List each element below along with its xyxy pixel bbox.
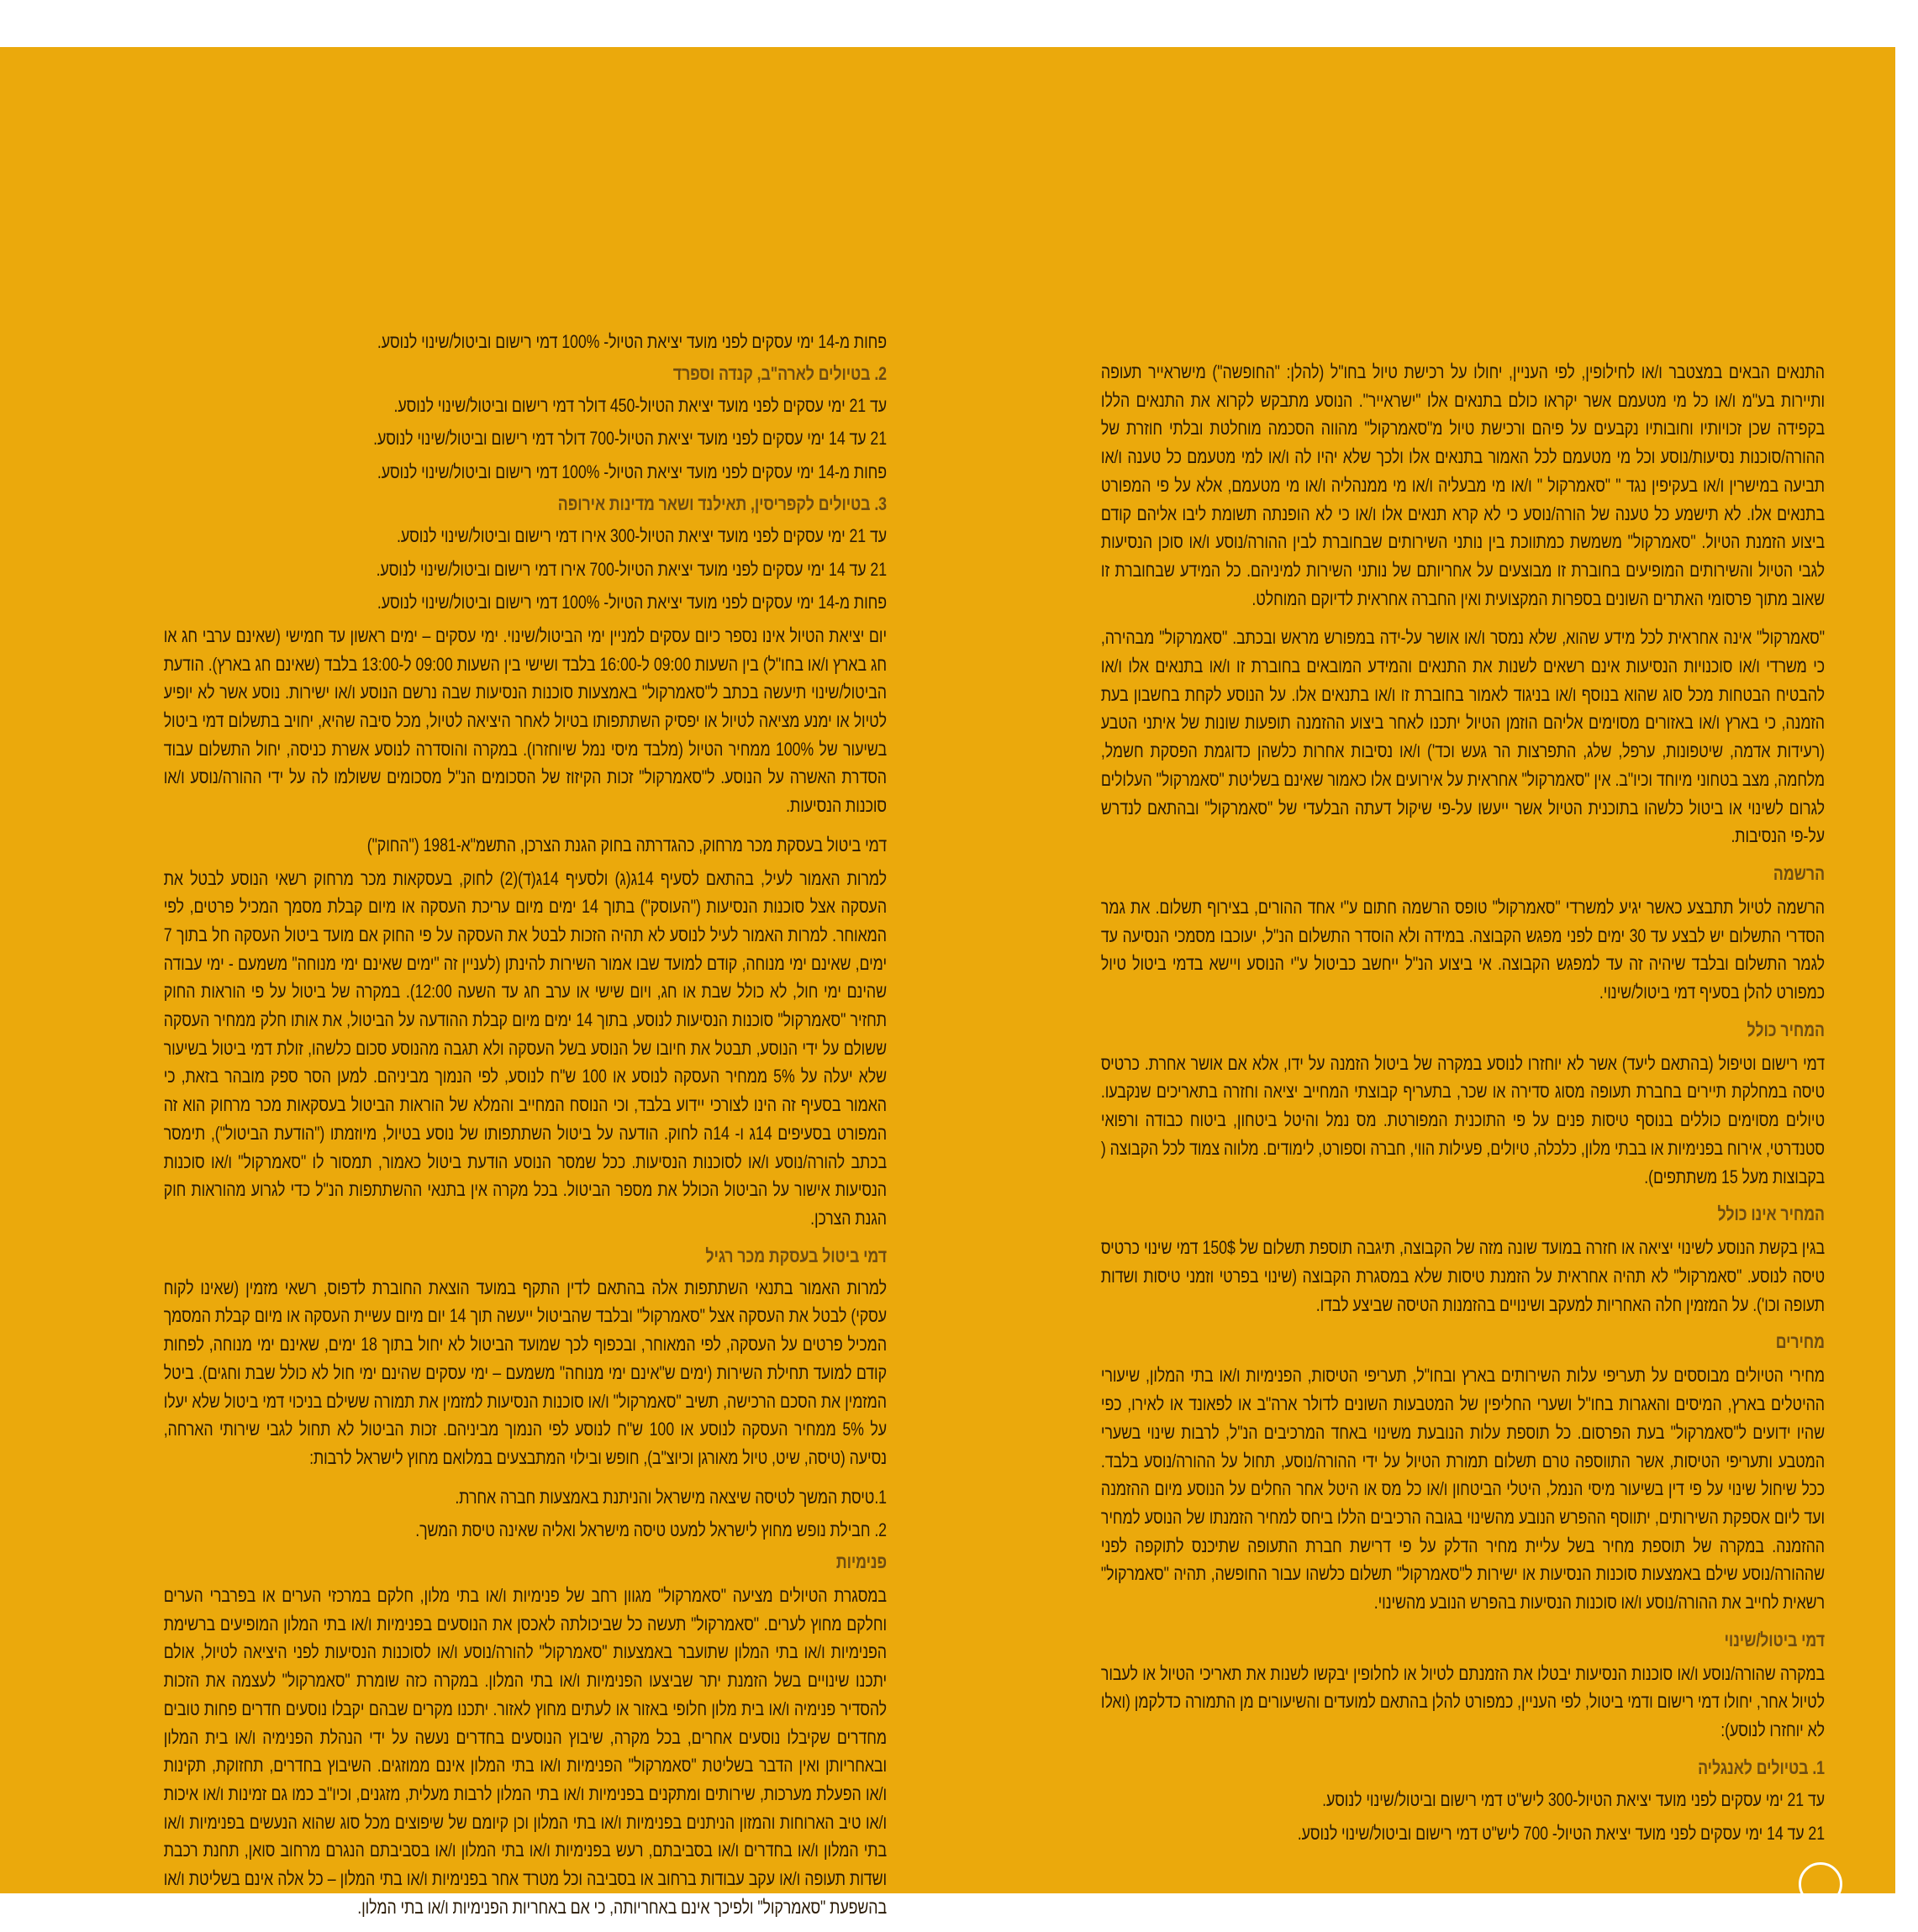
terms-column-right bbox=[1101, 358, 1825, 1852]
departure-day-paragraph: יום יציאת הטיול אינו נספר כיום עסקים למניין ימי הביטול/שינוי. ימי עסקים – ימים ראשון עד חמישי (שאינם ערבי חג או חג בארץ ו/או בחו"ל) בין השעות 09:00 ל-16:00 בלבד ושישי בין השעות 09:00 ל-13:00 בלבד (שאינם חג בארץ). הודעת הביטול/שינוי תיעשה בכתב ל"סאמרקול" באמצעות סוכנות הנסיעות שבה נרשם הנוסע ו/או ישירות. נוסע אשר לא יופיע לטיול או ימנע מציאה לטיול או יפסיק השתתפותו בטיול לאחר היציאה לטיול, מכל סיבה שהיא, יחויב בתשלום דמי ביטול בשיעור של 100% ממחיר הטיול (מלבד מיסי נמל שיוחזרו). במקרה והוסדרה לנוסע אשרת כניסה, יחול התשלום עבוד הסדרת האשרה על הנוסע. ל"סאמרקול" זכות הקיזוז של הסכומים הנ"ל מסכומים ששולמו לה על ידי ההורה/נוסע ו/או סוכנות הנסיעות. bbox=[163, 624, 888, 817]
heading-usa: 2. בטיולים לארה"ב, קנדה וספרד bbox=[672, 362, 887, 384]
intro-paragraph-1: התנאים הבאים במצטבר ו/או לחילופין, לפי העניין, יחולו על רכישת טיול בחו"ל (להלן: "החופשה") מישראייר תעופה ותיירות בע"מ ו/או כל מי מטעמם אשר יקראו כולם בתנאים אלו "ישראייר". הנוסע מתבקש לקרוא את התנאים הללו בקפידה שכן זכויותיו וחובותיו נקבעים על פיהם ורכישת טיול מ"סאמרקול" מהווה הסכמה מוחלטת ובלתי חוזרת של ההורה/סוכנות נסיעות/נוסע וכל מי מטעמם לכל האמור בתנאים אלו ולכך שלא יהיו לה ו/או למי מטעמם כל טענה ו/או תביעה במישרין ו/או בעקיפין נגד " "סאמרקול " ו/או מי מבעליה ו/או מי ממנהליה ו/או מי מטעמם, אלא על פי המפורט בתנאים אלו. לא תישמע כל טענה של הורה/נוסע כי לא קרא תנאים אלו ו/או כי לא הופנתה תשומת ליבו אליהם קודם ביצוע הזמנת הטיול. "סאמרקול" משמשת כמתווכת בין נותני השירותים שבחוברת לבין ההורה/נוסע ו/או סוכן הנסיעות לגבי הטיול והשירותים המופיעים בחוברת זו מבוצעים על אחריותם של נותני השירות למיניהם. כל המידע שבחוברת זו שאוב מתוך פרסומי האתרים השונים בספרות המקצועית ואין החברה אחראית לדיוקם המוחלט. bbox=[1100, 361, 1825, 609]
price-includes-paragraph: דמי רישום וטיפול (בהתאם ליעד) אשר לא יוחזרו לנוסע במקרה של ביטול הזמנה על ידו, אלא אם אושר אחרת. כרטיס טיסה במחלקת תיירים בחברת תעופה מסוג סדירה או שכר, בתעריף קבוצתי המחייב יציאה וחזרה בתאריכים שנקבעו. טיולים מסוימים כוללים בנוסף טיסות פנים על פי התוכנית המפורטת. מס נמל והיטל ביטחון, ביטוח כבודה ורפואי סטנדרטי, אירוח בפנימיות או בבתי מלון, כלכלה, טיולים, פעילות הווי, חברה וספורט, לימודים. מלווה צמוד לכל הקבוצה ( בקבוצות מעל 15 משתתפים). bbox=[1100, 1052, 1825, 1187]
page-number-circle bbox=[1799, 1862, 1842, 1906]
registration-paragraph: הרשמה לטיול תתבצע כאשר יגיע למשרדי "סאמרקול" טופס הרשמה חתום ע"י אחד ההורים, בצירוף תשלום. את גמר הסדרי התשלום יש לבצע עד 30 ימים לפני מפגש הקבוצה. במידה ולא הוסדר התשלום הנ"ל, יעוכבו מסמכי הנסיעה עד לגמר התשלום ובלבד שיהיה זה עד למפגש הקבוצה. אי ביצוע הנ"ל ייחשב כביטול ע"י הנוסע ויישא בדמי ביטול טיול כמפורט להלן בסעיף דמי ביטול/שינוי. bbox=[1100, 896, 1825, 1003]
prices-paragraph: מחירי הטיולים מבוססים על תעריפי עלות השירותים בארץ ובחו"ל, תעריפי הטיסות, הפנימיות ו/או בתי המלון, שיעורי ההיטלים בארץ, המיסים והאגרות בחו"ל ושערי החליפין של המטבעות השונים לדולר ארה"ב או לפאונד או לאירו, כפי שהיו ידועים ל"סאמרקול" בעת הפרסום. כל תוספת עלות הנובעת משינוי באחד המרכיבים הנ"ל, לרבות שינוי בשערי המטבע ותעריפי הטיסות, אשר התווספה טרם תשלום תמורת הטיול על ידי ההורה/נוסע, תחול על ההורה/נוסע בלבד. ככל שיחול שינוי על פי דין בשיעור מיסי הנמל, היטלי הביטחון ו/או כל מס או היטל אחר החלים על הנוסע מיום ההזמנה ועד ליום אספקת השירותים, יתווסף ההפרש הנובע מהשינוי בגובה הרכיבים הללו ביחס למחיר הזמנתו של הנוסע למחיר ההזמנה. במקרה של תוספת מחיר בשל עליית מחיר הדלק על פי דרישת חברת התעופה שתיכנס לתוקפה לפני שההורה/נוסע שילם באמצעות סוכנות הנסיעות או ישירות ל"סאמרקול" תשלום כלשהו עבור החופשה, תהיה "סאמרקול" רשאית לחייב את ההורה/נוסע ו/או סוכנות הנסיעות בהפרש הנובע מהשינוי. bbox=[1100, 1365, 1825, 1614]
cancellation-fees-paragraph: במקרה שהורה/נוסע ו/או סוכנות הנסיעות יבטלו את הזמנתם לטיול או לחלופין יבקשו לשנות את תאריכי הטיול או לעבור לטיול אחר, יחולו דמי רישום ודמי ביטול, לפי העניין, כמפורט להלן בהתאם למועדים והשיעורים מן התמורה כדלקמן (ואלו לא יוחזרו לנוסע): bbox=[1100, 1662, 1825, 1741]
cyprus-line-2: 21 עד 14 ימי עסקים לפני מועד יציאת הטיול-700 אירו דמי רישום וביטול/שינוי לנוסע. bbox=[376, 558, 887, 580]
usa-line-2: 21 עד 14 ימי עסקים לפני מועד יציאת הטיול-700 דולר דמי רישום וביטול/שינוי לנוסע. bbox=[373, 428, 887, 450]
intro-paragraph-2: "סאמרקול" אינה אחראית לכל מידע שהוא, שלא נמסר ו/או אושר על-ידה במפורש מראש ובכתב. "סאמרקול" מבהירה, כי משרדי ו/או סוכנויות הנסיעות אינם רשאים לשנות את התנאים והמידע המובאים בחוברת זו ו/או בתנאים אלו ו/או להבטיח הבטחות מכל סוג שהוא בנוסף ו/או בניגוד לאמור בחוברת זו ו/או בתנאים אלו. על הנוסע לקחת בחשבון בעת הזמנה, כי בארץ ו/או באזורים מסוימים אליהם הוזמן הטיול יתכנו לאחר ביצוע ההזמנה תופעות שונות של איתני הטבע (רעידות אדמה, שיטפונות, ערפל, שלג, התפרצות הר געש וכד') ו/או נסיבות אחרות כלשהן כדוגמת הפסקת חשמל, מלחמה, מצב בטחוני מיוחד וכיו"ב. אין "סאמרקול" אחראית על אירועים אלו כאמור שאינם בשליטת "סאמרקול" העלולים לגרום לשינוי או ביטול כלשהו בתוכנית הטיול אשר ייעשו על-פי שיקול דעתה הבלעדי של "סאמרקול" ובהתאם לנדרש על-פי הנסיבות. bbox=[1100, 627, 1825, 847]
cyprus-line-3: פחות מ-14 ימי עסקים לפני מועד יציאת הטיול- 100% דמי רישום וביטול/שינוי לנוסע. bbox=[377, 592, 887, 613]
usa-line-1: עד 21 ימי עסקים לפני מועד יציאת הטיול-450 דולר דמי רישום וביטול/שינוי לנוסע. bbox=[393, 394, 887, 416]
regular-sale-item-2: 2. חבילת נופש מחוץ לישראל למעט טיסה מישראל ואליה שאינה טיסת המשך. bbox=[415, 1519, 887, 1541]
england-line-1: עד 21 ימי עסקים לפני מועד יציאת הטיול-300 ליש"ט דמי רישום וביטול/שינוי לנוסע. bbox=[1322, 1788, 1825, 1810]
heading-boarding-schools: פנימיות bbox=[835, 1551, 887, 1573]
england-line-3: פחות מ-14 ימי עסקים לפני מועד יציאת הטיול- 100% דמי רישום וביטול/שינוי לנוסע. bbox=[377, 331, 887, 352]
price-excludes-paragraph: בגין בקשת הנוסע לשינוי יציאה או חזרה במועד שונה מזה של הקבוצה, תיגבה תוספת תשלום של 150$ דמי שינוי כרטיס טיסה לנוסע. "סאמרקול" לא תהיה אחראית על הזמנת טיסות שלא במסגרת הקבוצה (שינוי בפרטי וזמני טיסות ושדות תעופה וכו'). על המזמין חלה האחריות למעקב ושינויים בהזמנות הטיסה שביצע לבדו. bbox=[1100, 1237, 1825, 1315]
terms-page bbox=[0, 47, 1895, 1918]
regular-sale-paragraph: למרות האמור בתנאי השתתפות אלה בהתאם לדין התקף במועד הוצאת החוברת לדפוס, רשאי מזמין (שאינו לקוח עסקי) לבטל את העסקה אצל "סאמרקול" ובלבד שהביטול ייעשה תוך 14 יום מיום עשיית העסקה או מיום קבלת המסמך המכיל פרטים על העסקה, לפי המאוחר, ובכפוף לכך שמועד הביטול לא יחול בתוך 18 ימים, שאינם ימי מנוחה, לפחות קודם למועד תחילת השירות (ימים ש"אינם ימי מנוחה" משמעם – ימי עסקים שהינם ימי חול לא כולל שבת וחגים). ביטל המזמין את הסכם הרכישה, תשיב "סאמרקול" ו/או סוכנות הנסיעות למזמין את תמורה ששילם בניכוי דמי ביטול שלא יעלו על 5% ממחיר העסקה לנוסע או 100 ש"ח לנוסע לפי הנמוך מביניהם. זכות הביטול לא תחול לגבי שירותי הארחה, נסיעה (טיסה, שיט, טיול מאורגן וכיוצ"ב), חופש ובילוי המתבצעים במלואם מחוץ לישראל לרבות: bbox=[163, 1277, 888, 1468]
regular-sale-item-1: 1.טיסת המשך לטיסה שיצאה מישראל והניתנת באמצעות חברה אחרת. bbox=[455, 1486, 887, 1508]
heading-cyprus: 3. בטיולים לקפריסין, תאילנד ושאר מדינות אירופה bbox=[557, 492, 887, 514]
heading-price-includes: המחיר כולל bbox=[1747, 1019, 1825, 1040]
heading-cancellation-fees: דמי ביטול/שינוי bbox=[1724, 1629, 1825, 1650]
heading-registration: הרשמה bbox=[1773, 862, 1825, 884]
usa-line-3: פחות מ-14 ימי עסקים לפני מועד יציאת הטיול- 100% דמי רישום וביטול/שינוי לנוסע. bbox=[377, 461, 887, 483]
boarding-schools-paragraph: במסגרת הטיולים מציעה "סאמרקול" מגוון רחב של פנימיות ו/או בתי מלון, חלקם במרכזי הערים או בפרברי הערים וחלקם מחוץ לערים. "סאמרקול" תעשה כל שביכולתה לאכסן את הנוסעים בפנימיות ו/או בתי המלון המופיעים ברשימת הפנימיות ו/או בתי המלון שתועבר באמצעות "סאמרקול" להורה/נוסע ו/או לסוכנות הנסיעות לפני היציאה לטיול, אולם יתכנו שינויים בשל הזמנת יתר שביצעו הפנימיות ו/או בתי המלון. במקרה כזה שומרת "סאמרקול" לעצמה את הזכות להסדיר פנימיה ו/או בית מלון חלופי באזור או לעתים מחוץ לאזור. יתכנו מקרים שבהם יקבלו נוסעים חדרים פחות טובים מחדרים שקיבלו נוסעים אחרים, בכל מקרה, שיבוץ הנוסעים בחדרים נעשה על ידי הנהלת הפנימיה ו/או בית המלון ובאחריותן ואין הדבר בשליטת "סאמרקול" הפנימיות ו/או בתי המלון אינם ממוזגים. השיבוץ בחדרים, תחזוקת, תקינות ו/או הפעלת מערכות, שירותים ומתקנים בפנימיות ו/או בתי המלון לרבות מעלית, מזגנים, וכיו"ב כמו גם זמינות ו/או איכות ו/או טיב הארוחות והמזון הניתנים בפנימיות ו/או בתי המלון וכן קיומם של שיפוצים מכל סוג שהוא הנעשים בפנימיות ו/או בתי המלון ו/או בחדרים ו/או בסביבתם, רעש בפנימיות ו/או בתי המלון ו/או בסביבתם הנגרם מרחוב סואן, תחנת רכבת ושדות תעופה ו/או עקב עבודות ברחוב או בסביבה וכל מטרד אחר בפנימיות ו/או בתי המלון – כל אלה אינם בשליטת ו/או בהשפעת "סאמרקול" ולפיכך אינם באחריותה, כי אם באחריות הפנימיות ו/או בתי המלון. bbox=[163, 1585, 887, 1918]
heading-england: 1. בטיולים לאנגליה bbox=[1698, 1756, 1825, 1778]
remote-sale-paragraph: למרות האמור לעיל, בהתאם לסעיף 14ג(ג) ולסעיף 14ג(ד)(2) לחוק, בעסקאות מכר מרחוק רשאי הנוסע לבטל את העסקה אצל סוכנות הנסיעות ("העוסק") בתוך 14 ימים מיום עריכת העסקה או מיום קבלת מסמך המכיל פרטים, לפי המאוחר. למרות האמור לעיל לנוסע לא תהיה הזכות לבטל את העסקה על פי החוק אם מועד ביטול העסקה חל בתוך 7 ימים, שאינם ימי מנוחה, קודם למועד שבו אמור השירות להינתן (לעניין זה "ימים שאינם ימי מנוחה" משמעם - ימי עבודה שהינם ימי חול, לא כולל שבת או חג, ויום שישי או ערב חג עד השעה 12:00). במקרה של ביטול על פי הוראות החוק תחזיר "סאמרקול" סוכנות הנסיעות לנוסע, בתוך 14 ימים מיום קבלת ההודעה על הביטול, את אותו חלק ממחיר העסקה ששולם על ידי הנוסע, תבטל את חיובו של הנוסע בשל העסקה ולא תגבה מהנוסע סכום כלשהו, זולת דמי ביטול בשיעור שלא יעלה על 5% ממחיר העסקה לנוסע או 100 ש"ח לנוסע, לפי הנמוך מביניהם. למען הסר ספק מובהר בזאת, כי האמור בסעיף זה הינו לצורכי יידוע בלבד, וכי הנוסח המחייב והמלא של הוראות הביטול בעסקאות מכר מרחוק הוא זה המפורט בסעיפים 14ג ו- 14ה לחוק. הודעה על ביטול השתתפותו של נוסע בטיול, מיוזמתו ("הודעת הביטול"), תימסר בכתב להורה/נוסע ו/או לסוכנות הנסיעות. ככל שמסר הנוסע הודעת ביטול כאמור, תמסור לו "סאמרקול" ו/או סוכנות הנסיעות אישור על הביטול הכולל את מספר הביטול. בכל מקרה אין בתנאי ההשתתפות הנ"ל כדי לגרוע מהוראות חוק הגנת הצרכן. bbox=[163, 867, 888, 1229]
heading-prices: מחירים bbox=[1775, 1331, 1825, 1353]
cyprus-line-1: עד 21 ימי עסקים לפני מועד יציאת הטיול-300 אירו דמי רישום וביטול/שינוי לנוסע. bbox=[397, 524, 887, 546]
terms-column-left bbox=[164, 328, 887, 1932]
remote-sale-title: דמי ביטול בעסקת מכר מרחוק, כהגדרתה בחוק הגנת הצרכן, התשמ"א-1981 ("החוק") bbox=[366, 834, 887, 855]
heading-regular-sale: דמי ביטול בעסקת מכר רגיל bbox=[705, 1245, 887, 1266]
england-line-2: 21 עד 14 ימי עסקים לפני מועד יציאת הטיול- 700 ליש"ט דמי רישום וביטול/שינוי לנוסע. bbox=[1297, 1822, 1825, 1844]
heading-price-excludes: המחיר אינו כולל bbox=[1717, 1203, 1825, 1225]
